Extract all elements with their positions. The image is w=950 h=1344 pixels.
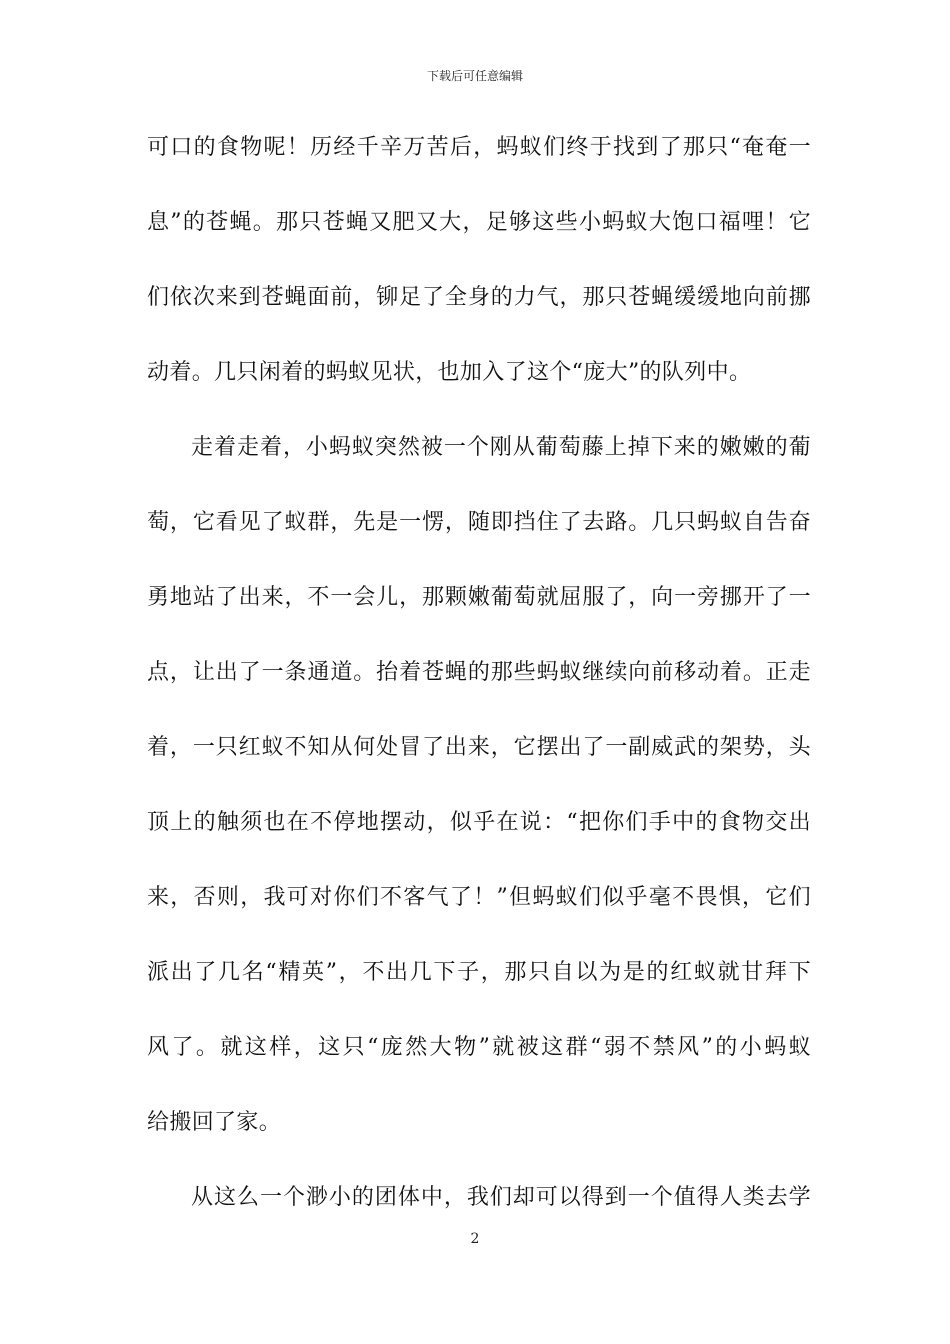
page-number: 2: [470, 1231, 480, 1247]
text-line: 顶上的触须也在不停地摆动，似乎在说：“把你们手中的食物交出: [147, 810, 811, 835]
paragraph-first-line: 从这么一个渺小的团体中，我们却可以得到一个值得人类去学: [191, 1185, 811, 1210]
text-line: 动着。几只闲着的蚂蚁见状，也加入了这个“庞大”的队列中。: [147, 360, 752, 385]
text-line: 着，一只红蚁不知从何处冒了出来，它摆出了一副威武的架势，头: [147, 735, 811, 760]
text-line: 们依次来到苍蝇面前，铆足了全身的力气，那只苍蝇缓缓地向前挪: [147, 285, 811, 310]
paragraph-first-line: 走着走着，小蚂蚁突然被一个刚从葡萄藤上掉下来的嫩嫩的葡: [191, 435, 811, 460]
text-line: 萄，它看见了蚁群，先是一愣，随即挡住了去路。几只蚂蚁自告奋: [147, 510, 811, 535]
text-line: 息”的苍蝇。那只苍蝇又肥又大，足够这些小蚂蚁大饱口福哩！它: [147, 210, 811, 235]
text-line: 风了。就这样，这只“庞然大物”就被这群“弱不禁风”的小蚂蚁: [147, 1035, 811, 1060]
text-line: 可口的食物呢！历经千辛万苦后，蚂蚁们终于找到了那只“奄奄一: [147, 135, 811, 160]
text-line: 给搬回了家。: [147, 1110, 282, 1135]
text-line: 派出了几名“精英”，不出几下子，那只自以为是的红蚁就甘拜下: [147, 960, 811, 985]
page-header: 下载后可任意编辑: [426, 69, 523, 83]
text-line: 勇地站了出来，不一会儿，那颗嫩葡萄就屈服了，向一旁挪开了一: [147, 585, 811, 610]
text-line: 来，否则，我可对你们不客气了！”但蚂蚁们似乎毫不畏惧，它们: [147, 885, 811, 910]
text-line: 点，让出了一条通道。抬着苍蝇的那些蚂蚁继续向前移动着。正走: [147, 660, 811, 685]
